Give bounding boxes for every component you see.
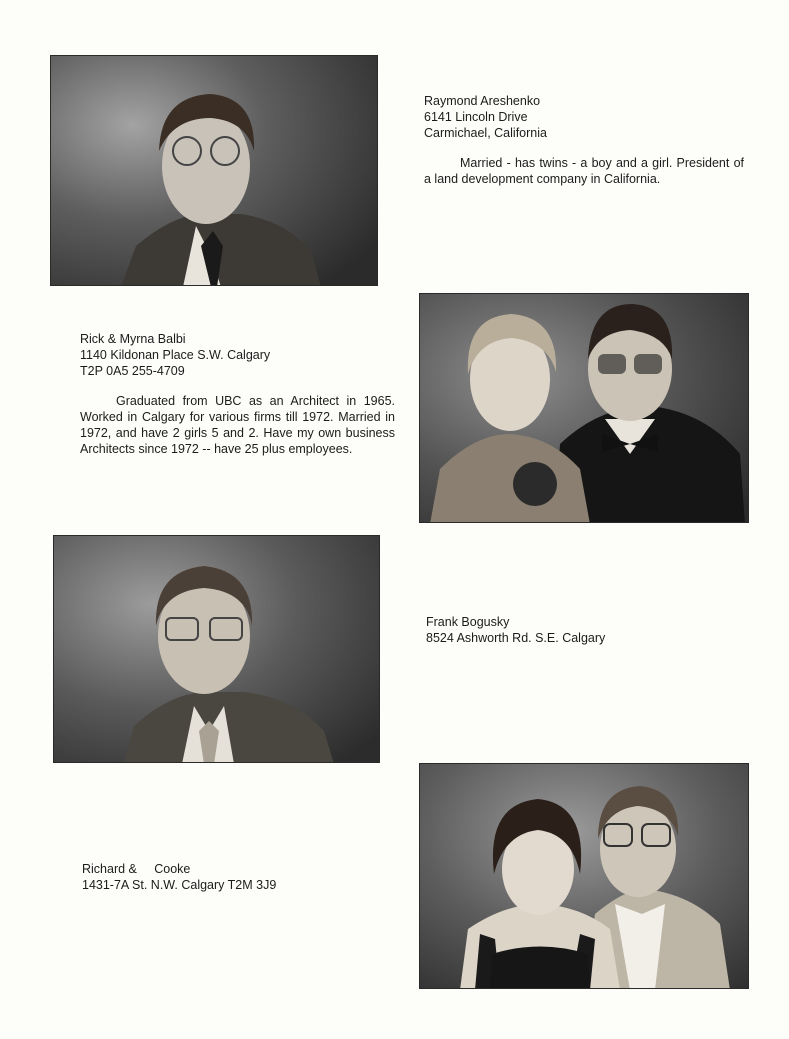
portrait-photo-areshenko [50, 55, 378, 286]
entry-name: Frank Bogusky [426, 615, 510, 629]
address-line: 6141 Lincoln Drive [424, 110, 528, 124]
address-line: 1140 Kildonan Place S.W. Calgary [80, 348, 271, 362]
address-line: Carmichael, California [424, 126, 547, 140]
entry-name: Rick & Myrna Balbi [80, 332, 186, 346]
portrait-photo-bogusky [53, 535, 380, 763]
entry-bogusky [426, 614, 746, 646]
portrait-photo-cooke [419, 763, 749, 989]
address-line: T2P 0A5 255-4709 [80, 364, 185, 378]
entry-cooke [82, 861, 402, 893]
portrait-photo-balbi [419, 293, 749, 523]
address-line: 8524 Ashworth Rd. S.E. Calgary [426, 631, 606, 645]
entry-areshenko [424, 93, 744, 187]
address-line: 1431-7A St. N.W. Calgary T2M 3J9 [82, 878, 277, 892]
entry-bio: Married - has twins - a boy and a girl. President of a land development company in California. [424, 156, 744, 186]
entry-bio: Graduated from UBC as an Architect in 1965. Worked in Calgary for various firms till 1972. Married in 1972, and have 2 girls 5 and 2. Have my own business Architects since 1972 -- have 25 plus employees. [80, 394, 395, 456]
entry-name: Raymond Areshenko [424, 94, 541, 108]
entry-name: Richard & Cooke [82, 862, 191, 876]
entry-balbi [80, 331, 395, 457]
